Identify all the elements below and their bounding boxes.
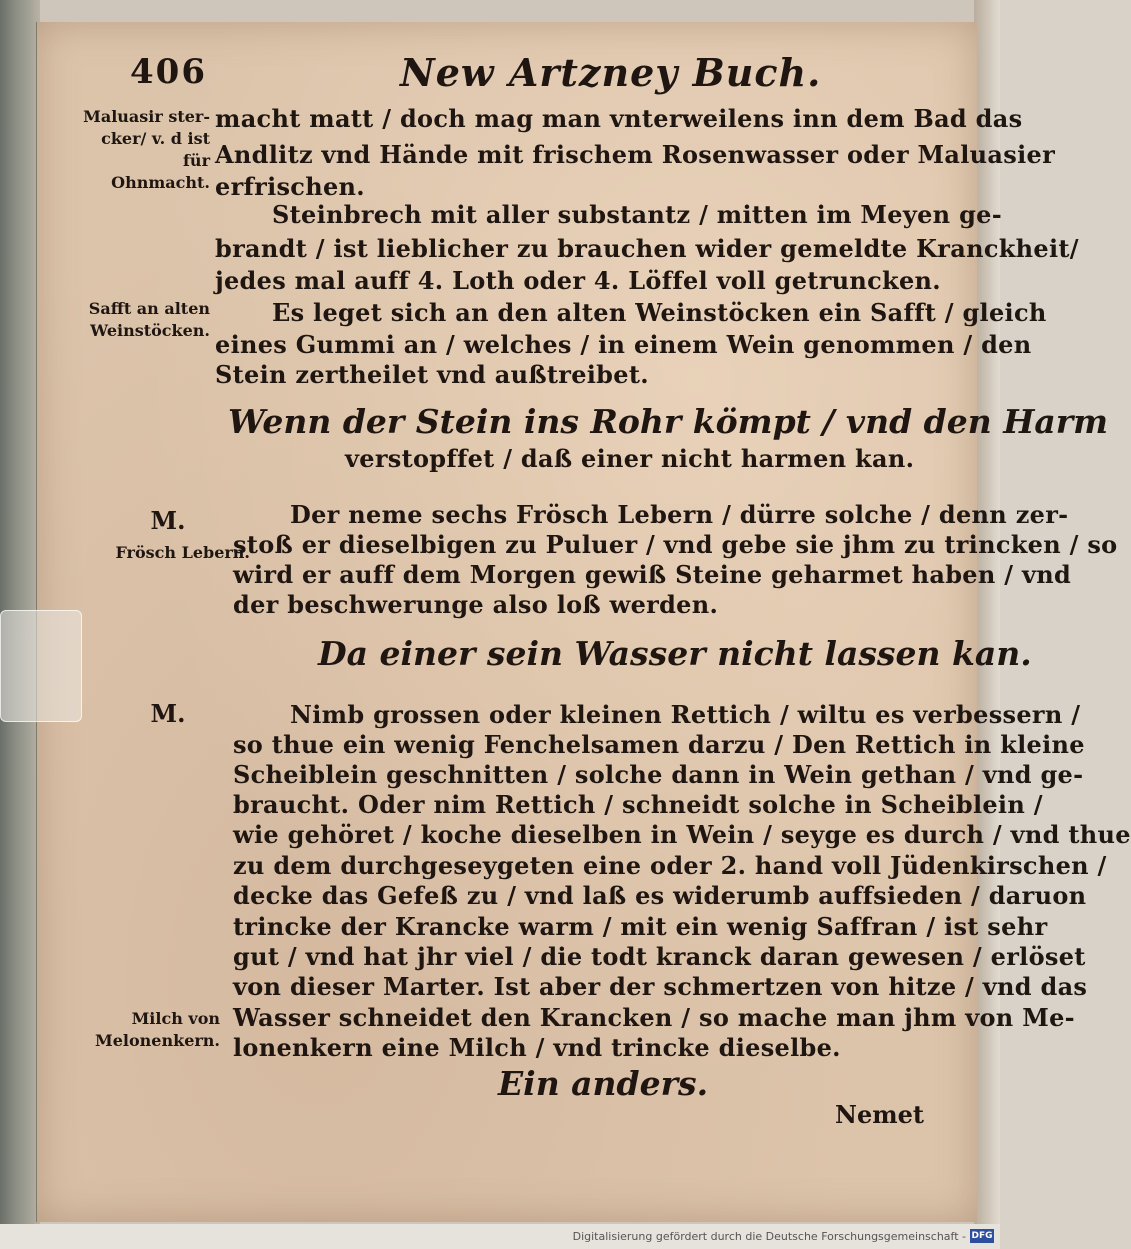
text-line: lonenkern eine Milch / vnd trincke dieselbe. <box>233 1033 841 1062</box>
margin-note-milch: Milch von Melonenkern. <box>95 1009 220 1050</box>
catchword: Nemet <box>835 1100 924 1129</box>
text-line: Steinbrech mit aller substantz / mitten im Meyen ge- <box>272 200 1002 229</box>
text-line: wird er auff dem Morgen gewiß Steine geharmet haben / vnd <box>233 560 1072 589</box>
margin-note-safft: Safft an alten Weinstöcken. <box>88 299 210 340</box>
page-number: 406 <box>130 52 207 92</box>
text-line: stoß er dieselbigen zu Puluer / vnd gebe sie jhm zu trincken / so <box>233 530 1118 559</box>
text-line: brandt / ist lieblicher zu brauchen wider gemeldte Kranckheit/ <box>215 234 1079 263</box>
text-line: decke das Gefeß zu / vnd laß es widerumb auffsieden / daruon <box>233 881 1087 910</box>
text-line: trincke der Krancke warm / mit ein wenig Saffran / ist sehr <box>233 912 1048 941</box>
text-line: so thue ein wenig Fenchelsamen darzu / Den Rettich in kleine <box>233 730 1085 759</box>
text-line: macht matt / doch mag man vnterweilens inn dem Bad das <box>215 104 1023 133</box>
margin-note-frosch-lebern: Frösch Lebern. <box>115 543 250 562</box>
margin-note-m: M. <box>150 506 186 535</box>
page-clip <box>0 610 82 722</box>
text-line: Der neme sechs Frösch Lebern / dürre solche / denn zer- <box>290 500 1069 529</box>
section-heading: Wenn der Stein ins Rohr kömpt / vnd den Harm <box>228 402 1109 441</box>
scan-right-border <box>974 0 1000 1224</box>
running-head: New Artzney Buch. <box>400 50 822 95</box>
text-line: braucht. Oder nim Rettich / schneidt solche in Scheiblein / <box>233 790 1043 819</box>
text-line: von dieser Marter. Ist aber der schmertzen von hitze / vnd das <box>233 972 1088 1001</box>
text-line: Scheiblein geschnitten / solche dann in Wein gethan / vnd ge- <box>233 760 1084 789</box>
text-line: der beschwerunge also loß werden. <box>233 590 719 619</box>
text-line: Andlitz vnd Hände mit frischem Rosenwasser oder Maluasier <box>215 140 1056 169</box>
text-line: zu dem durchgeseygeten eine oder 2. hand voll Jüdenkirschen / <box>233 851 1107 880</box>
margin-note-maluasier: Maluasir ster- cker/ v. d ist für Ohnmacht. <box>83 107 210 192</box>
section-heading: Ein anders. <box>498 1064 709 1103</box>
text-line: Es leget sich an den alten Weinstöcken ein Safft / gleich <box>272 298 1047 327</box>
text-line: wie gehöret / koche dieselben in Wein / seyge es durch / vnd thue <box>233 820 1131 849</box>
text-line: gut / vnd hat jhr viel / die todt kranck daran gewesen / erlöset <box>233 942 1086 971</box>
text-line: Nimb grossen oder kleinen Rettich / wiltu es verbessern / <box>290 700 1081 729</box>
section-heading-continuation: verstopffet / daß einer nicht harmen kan. <box>345 444 915 473</box>
footer-credit: Digitalisierung gefördert durch die Deutsche Forschungsgemeinschaft - <box>572 1230 966 1243</box>
dfg-logo: DFG <box>971 1231 993 1241</box>
text-line: Wasser schneidet den Krancken / so mache man jhm von Me- <box>233 1003 1075 1032</box>
text-line: erfrischen. <box>215 172 365 201</box>
margin-note-m: M. <box>150 699 186 728</box>
text-line: eines Gummi an / welches / in einem Wein genommen / den <box>215 330 1032 359</box>
section-heading: Da einer sein Wasser nicht lassen kan. <box>318 634 1032 673</box>
text-line: jedes mal auff 4. Loth oder 4. Löffel voll getruncken. <box>215 266 941 295</box>
text-line: Stein zertheilet vnd außtreibet. <box>215 360 649 389</box>
